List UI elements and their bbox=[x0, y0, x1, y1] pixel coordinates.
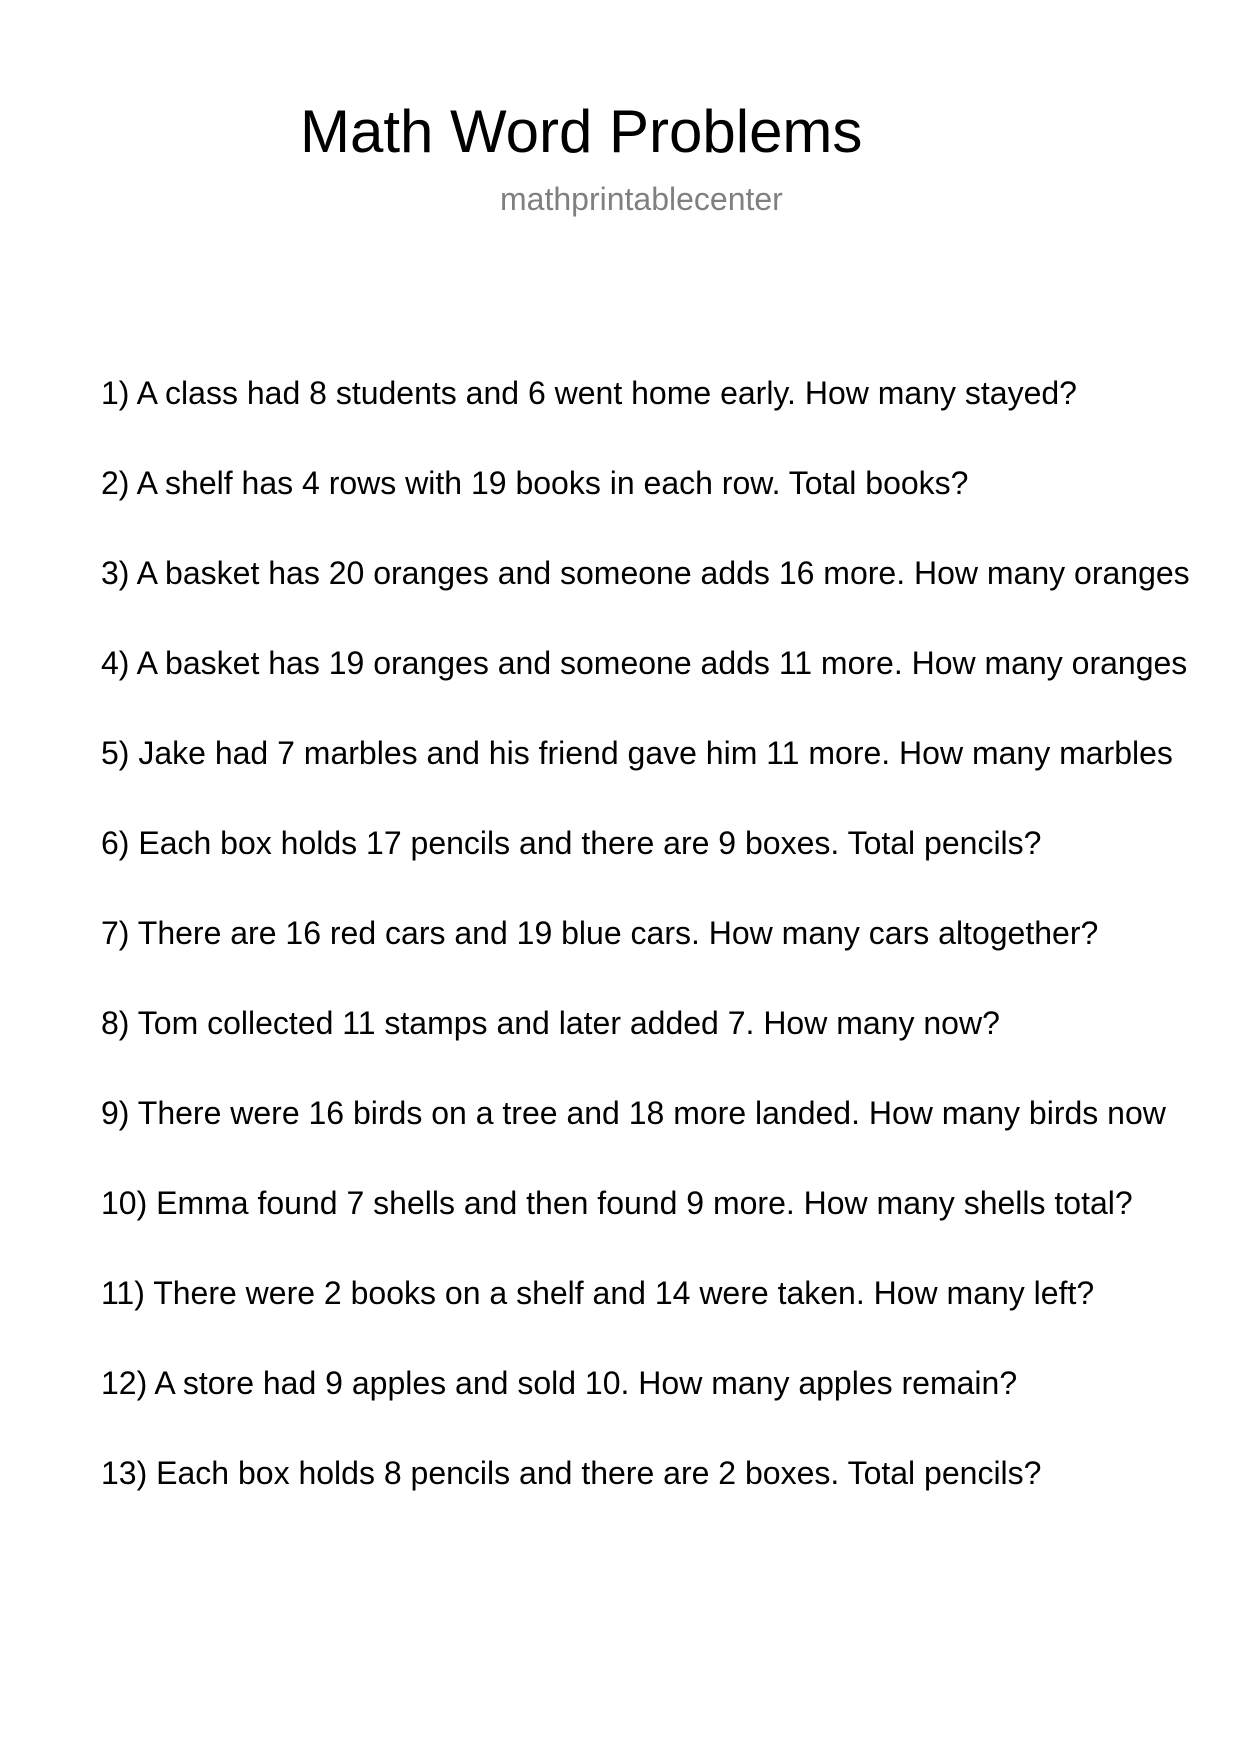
problem-item: 5) Jake had 7 marbles and his friend gave him 11 more. How many marbles bbox=[101, 735, 1173, 771]
problem-item: 10) Emma found 7 shells and then found 9 more. How many shells total? bbox=[101, 1185, 1133, 1221]
problem-item: 9) There were 16 birds on a tree and 18 more landed. How many birds now bbox=[101, 1095, 1166, 1131]
problem-item: 13) Each box holds 8 pencils and there are 2 boxes. Total pencils? bbox=[101, 1455, 1042, 1491]
problem-item: 6) Each box holds 17 pencils and there are 9 boxes. Total pencils? bbox=[101, 825, 1042, 861]
problem-item: 7) There are 16 red cars and 19 blue cars. How many cars altogether? bbox=[101, 915, 1099, 951]
problem-item: 12) A store had 9 apples and sold 10. How many apples remain? bbox=[101, 1365, 1018, 1401]
page-title: Math Word Problems bbox=[300, 98, 863, 165]
problem-item: 11) There were 2 books on a shelf and 14 were taken. How many left? bbox=[101, 1275, 1095, 1311]
problem-item: 4) A basket has 19 oranges and someone adds 11 more. How many oranges bbox=[101, 645, 1188, 681]
problem-item: 1) A class had 8 students and 6 went home early. How many stayed? bbox=[101, 375, 1077, 411]
problem-item: 3) A basket has 20 oranges and someone adds 16 more. How many oranges bbox=[101, 555, 1190, 591]
problem-item: 8) Tom collected 11 stamps and later added 7. How many now? bbox=[101, 1005, 1000, 1041]
page-subtitle: mathprintablecenter bbox=[500, 181, 783, 217]
problem-item: 2) A shelf has 4 rows with 19 books in each row. Total books? bbox=[101, 465, 969, 501]
problem-list bbox=[101, 348, 1190, 1518]
